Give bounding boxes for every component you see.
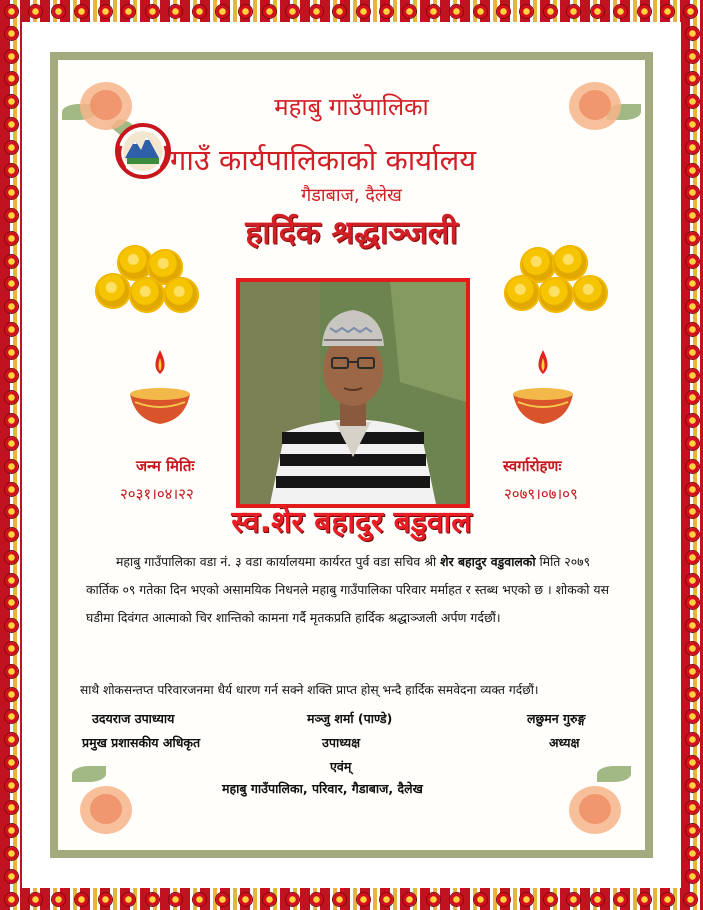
- footer-organization: महाबु गाउँपालिका, परिवार, गैडाबाज, दैलेख: [222, 781, 423, 796]
- border-left-flowers: [0, 22, 22, 888]
- signatory-title: अध्यक्ष: [549, 735, 580, 750]
- nepal-emblem-icon: [113, 122, 173, 180]
- office-address: गैडाबाज, दैलेख: [301, 185, 402, 206]
- border-top-flowers: [0, 0, 703, 22]
- municipality-name: महाबु गाउँपालिका: [274, 93, 429, 121]
- deceased-name: स्व.शेर बहादुर बडुवाल: [231, 505, 472, 540]
- marigold-icon: [95, 245, 205, 320]
- signatory-title: उपाध्यक्ष: [322, 735, 361, 750]
- sympathy-paragraph: साथै शोकसन्तप्त परिवारजनमा धैर्य धारण गर्न सक्ने शक्ति प्राप्त होस् भन्दै हार्दिक समवेदना व्यक्त गर्दछौं।: [80, 683, 539, 697]
- rose-icon: [551, 756, 641, 846]
- signatory-name: उदयराज उपाध्याय: [92, 711, 175, 726]
- footer-conjunction: एवंम्: [330, 759, 352, 774]
- diya-lamp-icon: [508, 342, 578, 427]
- signatory-title: प्रमुख प्रशासकीय अधिकृत: [82, 735, 201, 750]
- birth-label: जन्म मितिः: [136, 457, 195, 475]
- diya-lamp-icon: [125, 342, 195, 427]
- rose-icon: [62, 756, 152, 846]
- portrait-photo: [236, 278, 470, 508]
- death-label: स्वर्गारोहणः: [503, 457, 562, 475]
- office-name: गाउँ कार्यपालिकाको कार्यालय: [170, 143, 477, 177]
- message-text-post: मिति २०७९ कार्तिक ०९ गतेका दिन भएको असामयिक निधनले महाबु गाउँपालिका परिवार मर्माहत र स्तब्ध भएको छ । शोकको यस घडीमा दिवंगत आत्माको चिर शान्तिको कामना गर्दै मृतकप्रति हार्दिक श्रद्धाञ्जली अर्पण गर्दछौं।: [86, 554, 609, 625]
- notice-title: हार्दिक श्रद्धाञ्जली: [245, 213, 458, 251]
- message-paragraph: [86, 548, 622, 632]
- signatory-name: लछुमन गुरुङ्ग: [527, 711, 586, 726]
- message-text-name: शेर बहादुर वडुवालको: [440, 554, 536, 569]
- birth-date: २०३१।०४।२२: [120, 485, 194, 503]
- message-text-pre: महाबु गाउँपालिका वडा नं. ३ वडा कार्यालयमा कार्यरत पुर्व वडा सचिव श्री: [116, 554, 441, 569]
- marigold-icon: [502, 245, 612, 320]
- death-date: २०७९।०७।०९: [504, 485, 578, 503]
- signatory-name: मञ्जु शर्मा (पाण्डे): [307, 711, 393, 726]
- border-bottom-flowers: [0, 888, 703, 910]
- border-right-flowers: [681, 22, 703, 888]
